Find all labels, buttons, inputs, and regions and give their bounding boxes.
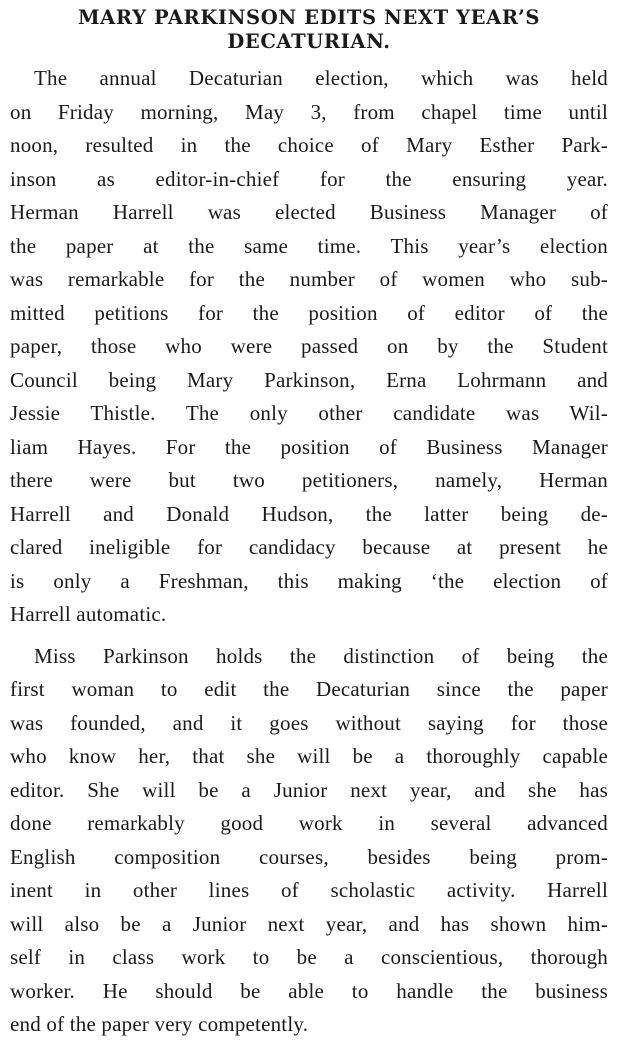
text-line: self in class work to be a conscientious, thorough bbox=[10, 945, 608, 969]
text-line: inent in other lines of scholastic activity. Harrell bbox=[10, 878, 608, 902]
text-line: Jessie Thistle. The only other candidate was Wil- bbox=[10, 401, 608, 425]
article-body bbox=[10, 62, 608, 1042]
text-line: Herman Harrell was elected Business Manager of bbox=[10, 200, 608, 224]
paragraph-2 bbox=[10, 640, 608, 1042]
text-line: who know her, that she will be a thoroughly capable bbox=[10, 744, 608, 768]
text-line: mitted petitions for the position of editor of the bbox=[10, 300, 608, 325]
text-line: will also be a Junior next year, and has shown him- bbox=[10, 911, 608, 936]
text-line: paper, those who were passed on by the Student bbox=[10, 334, 608, 358]
headline bbox=[10, 6, 608, 54]
text-line: is only a Freshman, this making ‘the election of bbox=[10, 568, 608, 593]
text-line: first woman to edit the Decaturian since the paper bbox=[10, 677, 608, 701]
headline-line-1: MARY PARKINSON EDITS NEXT YEAR’S bbox=[77, 6, 541, 29]
text-line: Harrell and Donald Hudson, the latter being de- bbox=[10, 501, 608, 526]
text-line: English composition courses, besides being prom- bbox=[10, 844, 608, 869]
text-line: Council being Mary Parkinson, Erna Lohrmann and bbox=[10, 367, 608, 392]
article bbox=[10, 6, 608, 1042]
text-line: was founded, and it goes without saying for those bbox=[10, 710, 608, 735]
text-line: done remarkably good work in several advanced bbox=[10, 811, 608, 835]
text-line: on Friday morning, May 3, from chapel time until bbox=[10, 99, 608, 124]
text-line: was remarkable for the number of women who sub- bbox=[10, 267, 608, 291]
text-line: liam Hayes. For the position of Business Manager bbox=[10, 434, 608, 459]
text-line: editor. She will be a Junior next year, and she has bbox=[10, 777, 608, 802]
headline-line-2: DECATURIAN. bbox=[227, 30, 391, 53]
text-line: Harrell automatic. bbox=[10, 602, 167, 626]
text-line: there were but two petitioners, namely, Herman bbox=[10, 468, 608, 492]
text-line: inson as editor-in-chief for the ensuring year. bbox=[10, 166, 608, 191]
text-line: noon, resulted in the choice of Mary Esther Park- bbox=[10, 133, 608, 157]
text-line: clared ineligible for candidacy because at present he bbox=[10, 535, 608, 559]
text-line: end of the paper very competently. bbox=[10, 1012, 309, 1036]
text-line: The annual Decaturian election, which was held bbox=[34, 66, 608, 90]
text-line: the paper at the same time. This year’s election bbox=[10, 233, 608, 258]
text-line: worker. He should be able to handle the business bbox=[10, 978, 608, 1003]
paragraph-gap bbox=[10, 632, 608, 640]
text-line: Miss Parkinson holds the distinction of being the bbox=[34, 643, 608, 668]
paragraph-1 bbox=[10, 62, 608, 632]
